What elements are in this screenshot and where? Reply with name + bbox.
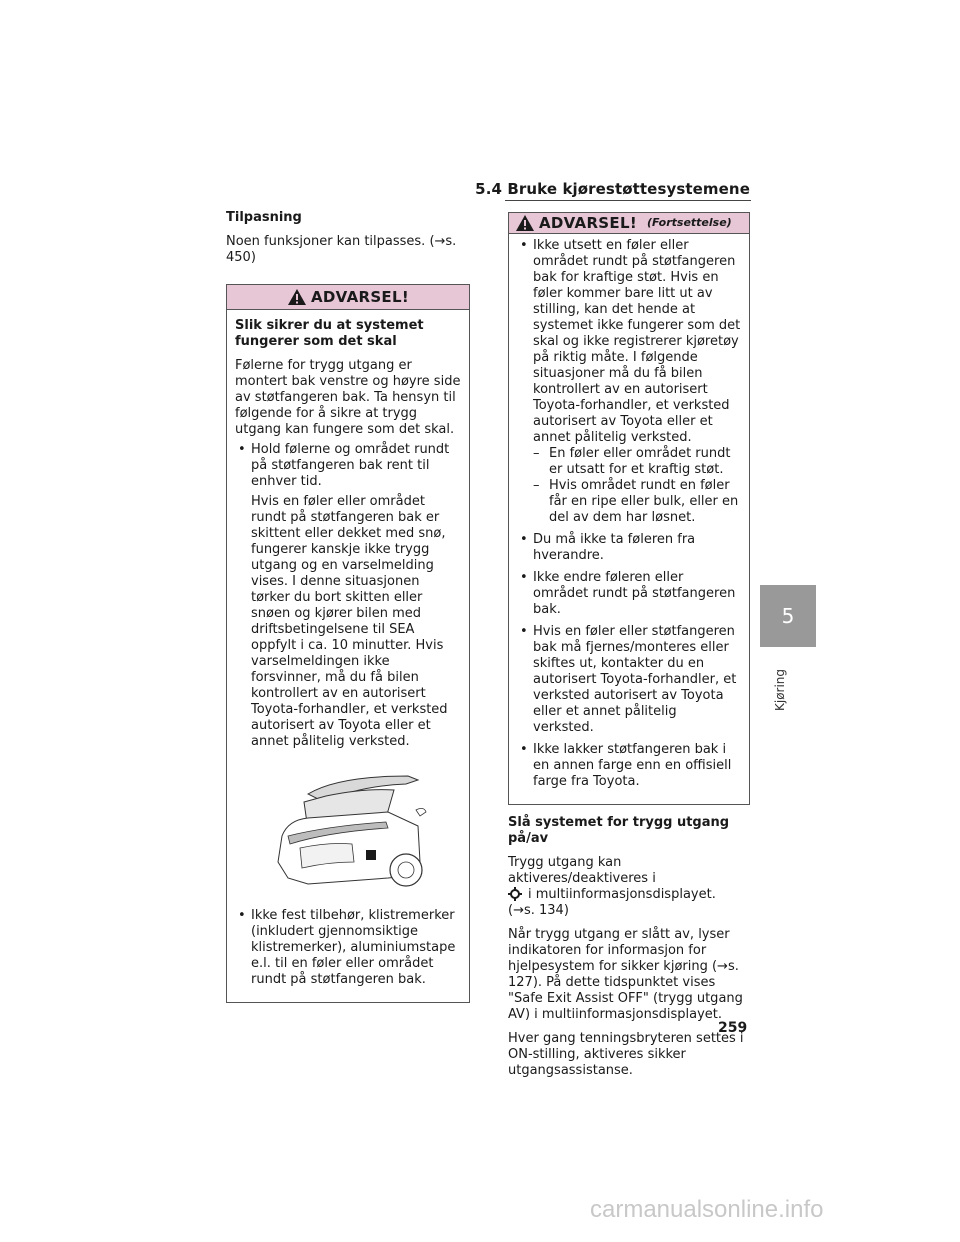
warning-box: [226, 284, 470, 1003]
list-item: • Ikke fest tilbehør, klistremerker (inkludert gjennomsiktige klistremerker), aluminiumstape e.l. til en føler eller området rundt på støtfangeren bak.: [235, 908, 461, 988]
warning-box-continued: [508, 212, 750, 805]
warning-list: [517, 238, 741, 790]
warning-list-2: [235, 908, 461, 988]
dash-item: – En føler eller området rundt er utsatt for et kraftig støt.: [533, 446, 741, 478]
page-number: 259: [718, 1020, 748, 1036]
section-header: 5.4 Bruke kjørestøttesystemene: [475, 180, 750, 198]
dash-item: – Hvis området rundt en føler får en ripe eller bulk, eller en del av dem har løsnet.: [533, 478, 741, 526]
paragraph-toggle: [508, 855, 750, 919]
warning-body: [509, 234, 749, 804]
paragraph-ignition: Hver gang tenningsbryteren settes i ON-stilling, aktiveres sikker utgangsassistanse.: [508, 1031, 744, 1078]
bullet-text: Hold følerne og området rundt på støtfangeren bak rent til enhver tid.: [251, 442, 450, 489]
list-item: [235, 442, 461, 750]
list-item: • Hvis en føler eller støtfangeren bak må fjernes/monteres eller skiftes ut, kontakter du en autorisert Toyota-forhandler, et verksted autorisert av Toyota eller et annet pålitelig verksted.: [517, 624, 741, 736]
dash-list: [533, 446, 741, 526]
warning-header: [509, 213, 749, 234]
warning-header: [227, 285, 469, 310]
warning-list: [235, 442, 461, 750]
list-item: • Ikke endre føleren eller området rundt på støtfangeren bak.: [517, 570, 741, 618]
section-title-tilpasning: Tilpasning: [226, 210, 302, 225]
warning-body: [227, 310, 469, 1002]
list-item: [517, 238, 741, 526]
paragraph-text-c: (→s. 134): [508, 903, 569, 918]
watermark: carmanualsonline.info: [590, 1196, 824, 1223]
bullet-text-more: Hvis en føler eller området rundt på støtfangeren bak er skittent eller dekket med snø, fungerer kanskje ikke trygg utgang og en varselmelding vises. I denne situasjonen tørker du bort skitten eller snøen og kjører bilen med driftsbetingelsene til SEA oppfylt i ca. 10 minutter. Hvis varselmeldingen ikke forsvinner, må du få bilen kontrollert av en autorisert Toyota-forhandler, et verksted autorisert av Toyota eller et annet pålitelig verksted.: [251, 494, 448, 749]
paragraph-text-a: Trygg utgang kan aktiveres/deaktiveres i: [508, 855, 656, 886]
left-column: [226, 210, 470, 1003]
paragraph-text-b: i multiinformasjonsdisplayet.: [528, 887, 716, 902]
header-rule: [505, 200, 751, 201]
list-item: • Ikke lakker støtfangeren bak i en annen farge enn en offisiell farge fra Toyota.: [517, 742, 741, 790]
intro-text: Noen funksjoner kan tilpasses. (→s. 450): [226, 234, 457, 265]
warning-label: ADVARSEL!: [539, 214, 637, 232]
car-rear-illustration: [268, 766, 428, 896]
list-item: • Du må ikke ta føleren fra hverandre.: [517, 532, 741, 564]
paragraph-indicator: Når trygg utgang er slått av, lyser indikatoren for informasjon for hjelpesystem for sikker kjøring (→s. 127). På dette tidspunktet vises "Safe Exit Assist OFF" (trygg utgang AV) i multiinformasjonsdisplayet.: [508, 927, 743, 1022]
warning-icon: [287, 288, 307, 306]
warning-label: ADVARSEL!: [311, 288, 409, 306]
warning-icon: [515, 214, 535, 232]
warning-continued-label: (Fortsettelse): [646, 216, 732, 229]
chapter-tab: 5: [760, 585, 816, 647]
chapter-label: Kjøring: [773, 668, 787, 712]
warning-text: Følerne for trygg utgang er montert bak venstre og høyre side av støtfangeren bak. Ta hensyn til følgende for å sikre at trygg utgang kan fungere som det skal.: [235, 358, 461, 437]
section-title-toggle: Slå systemet for trygg utgang på/av: [508, 815, 730, 846]
right-column: [508, 212, 750, 1087]
warning-subtitle: Slik sikrer du at systemet fungerer som det skal: [235, 318, 424, 349]
gear-icon: [508, 887, 522, 901]
bullet-text: Ikke utsett en føler eller området rundt på støtfangeren bak for kraftige støt. Hvis en føler kommer bare litt ut av stilling, kan det hende at systemet ikke fungerer som det skal og ikke registrerer kjøretøy på riktig måte. I følgende situasjoner må du få bilen kontrollert av en autorisert Toyota-forhandler, et verksted autorisert av Toyota eller et annet pålitelig verksted.: [533, 238, 741, 445]
